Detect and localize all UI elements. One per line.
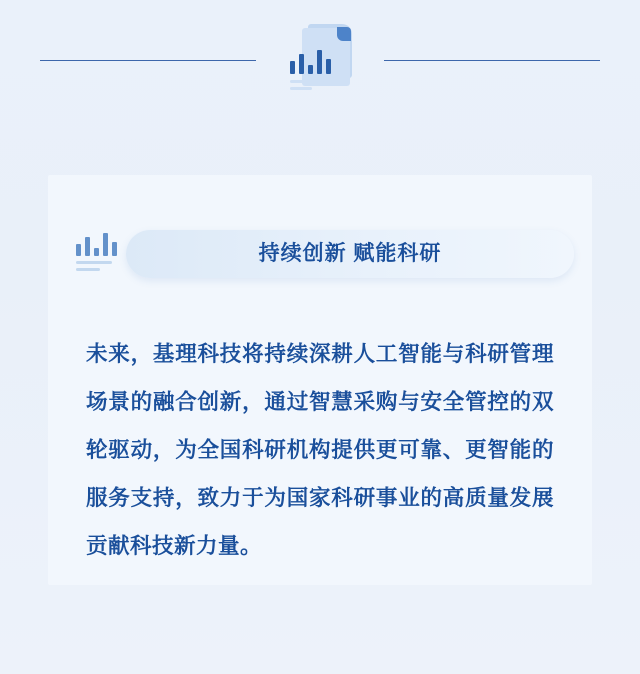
bar-chart-underline-long xyxy=(76,261,112,264)
content-card xyxy=(48,175,592,585)
divider-right xyxy=(384,60,600,61)
bar-chart-bars xyxy=(76,232,117,256)
chart-bars xyxy=(290,48,331,74)
document-corner-fold xyxy=(337,27,351,41)
chart-underline-short xyxy=(290,87,312,90)
chart-underline-long xyxy=(290,80,324,83)
card-title: 持续创新 赋能科研 xyxy=(258,242,442,265)
divider-left xyxy=(40,60,256,61)
card-body-paragraph: 未来，基理科技将持续深耕人工智能与科研管理场景的融合创新，通过智慧采购与安全管控的双轮驱动，为全国科研机构提供更可靠、更智能的服务支持，致力于为国家科研事业的高质量发展贡献科技新力量。 xyxy=(86,342,554,558)
header xyxy=(0,0,640,120)
document-chart-icon xyxy=(274,18,366,102)
bar-chart-underline-short xyxy=(76,268,100,271)
card-title-row xyxy=(48,230,592,288)
